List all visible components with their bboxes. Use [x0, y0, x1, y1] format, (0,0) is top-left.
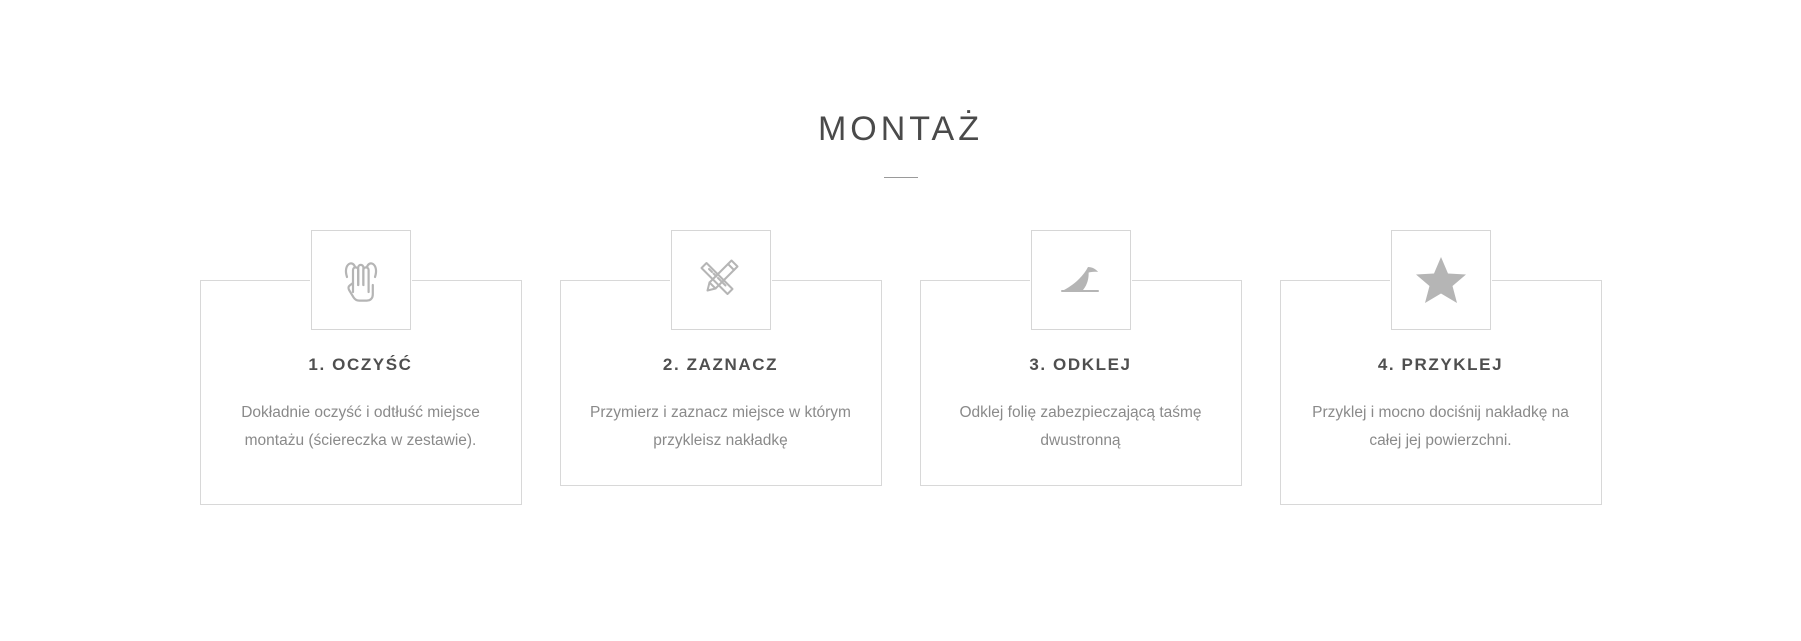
step-icon-box — [311, 230, 411, 330]
step-text: Odklej folię zabezpieczającą taśmę dwustronną — [959, 404, 1202, 450]
cleaning-hand-icon — [334, 253, 388, 307]
step-heading: 1. OCZYŚĆ — [308, 355, 413, 374]
list-item — [560, 230, 882, 486]
step-text: Przyklej i mocno dociśnij nakładkę na całej jej powierzchni. — [1312, 404, 1569, 450]
title-divider — [884, 177, 918, 178]
step-icon-box — [671, 230, 771, 330]
step-icon-box — [1031, 230, 1131, 330]
step-heading: 3. ODKLEJ — [1029, 355, 1132, 374]
step-heading: 2. ZAZNACZ — [662, 355, 779, 374]
step-icon-box — [1391, 230, 1491, 330]
pencil-ruler-icon — [694, 253, 748, 307]
step-heading: 4. PRZYKLEJ — [1377, 355, 1504, 374]
list-item — [200, 230, 522, 505]
steps-list — [0, 230, 1801, 505]
star-icon — [1413, 252, 1469, 308]
step-text: Dokładnie oczyść i odtłuść miejsce montażu (ściereczka w zestawie). — [241, 404, 480, 450]
section-header — [0, 0, 1801, 178]
list-item — [920, 230, 1242, 486]
peel-film-icon — [1054, 253, 1108, 307]
step-text: Przymierz i zaznacz miejsce w którym przykleisz nakładkę — [590, 404, 851, 450]
list-item — [1280, 230, 1602, 505]
page-title: MONTAŻ — [817, 110, 983, 148]
